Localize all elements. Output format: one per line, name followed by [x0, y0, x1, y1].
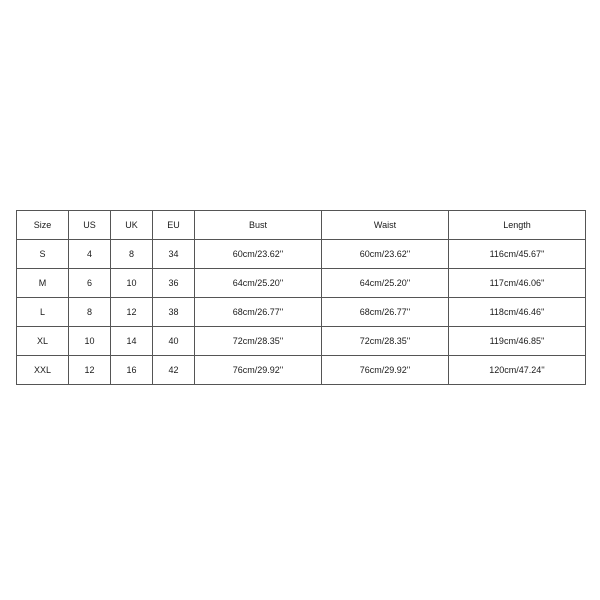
cell-length: 120cm/47.24'' [449, 356, 586, 385]
header-bust: Bust [195, 211, 322, 240]
cell-uk: 14 [111, 327, 153, 356]
cell-eu: 36 [153, 269, 195, 298]
cell-length: 119cm/46.85'' [449, 327, 586, 356]
size-chart-table [16, 210, 586, 385]
cell-size: XL [17, 327, 69, 356]
cell-eu: 42 [153, 356, 195, 385]
cell-waist: 64cm/25.20'' [322, 269, 449, 298]
cell-waist: 60cm/23.62'' [322, 240, 449, 269]
cell-eu: 38 [153, 298, 195, 327]
cell-bust: 64cm/25.20'' [195, 269, 322, 298]
cell-size: L [17, 298, 69, 327]
cell-us: 12 [69, 356, 111, 385]
cell-length: 116cm/45.67'' [449, 240, 586, 269]
cell-waist: 68cm/26.77'' [322, 298, 449, 327]
cell-us: 8 [69, 298, 111, 327]
header-waist: Waist [322, 211, 449, 240]
cell-size: M [17, 269, 69, 298]
header-eu: EU [153, 211, 195, 240]
cell-uk: 16 [111, 356, 153, 385]
table-row [17, 327, 586, 356]
cell-bust: 68cm/26.77'' [195, 298, 322, 327]
cell-bust: 76cm/29.92'' [195, 356, 322, 385]
cell-length: 117cm/46.06'' [449, 269, 586, 298]
table-row [17, 298, 586, 327]
header-length: Length [449, 211, 586, 240]
cell-waist: 72cm/28.35'' [322, 327, 449, 356]
cell-us: 4 [69, 240, 111, 269]
header-size: Size [17, 211, 69, 240]
cell-uk: 8 [111, 240, 153, 269]
cell-eu: 34 [153, 240, 195, 269]
table-row [17, 240, 586, 269]
header-uk: UK [111, 211, 153, 240]
cell-uk: 10 [111, 269, 153, 298]
cell-size: S [17, 240, 69, 269]
cell-waist: 76cm/29.92'' [322, 356, 449, 385]
cell-uk: 12 [111, 298, 153, 327]
cell-eu: 40 [153, 327, 195, 356]
cell-us: 10 [69, 327, 111, 356]
header-row [17, 211, 586, 240]
cell-bust: 72cm/28.35'' [195, 327, 322, 356]
table-row [17, 269, 586, 298]
cell-length: 118cm/46.46'' [449, 298, 586, 327]
cell-bust: 60cm/23.62'' [195, 240, 322, 269]
table-row [17, 356, 586, 385]
cell-size: XXL [17, 356, 69, 385]
header-us: US [69, 211, 111, 240]
cell-us: 6 [69, 269, 111, 298]
